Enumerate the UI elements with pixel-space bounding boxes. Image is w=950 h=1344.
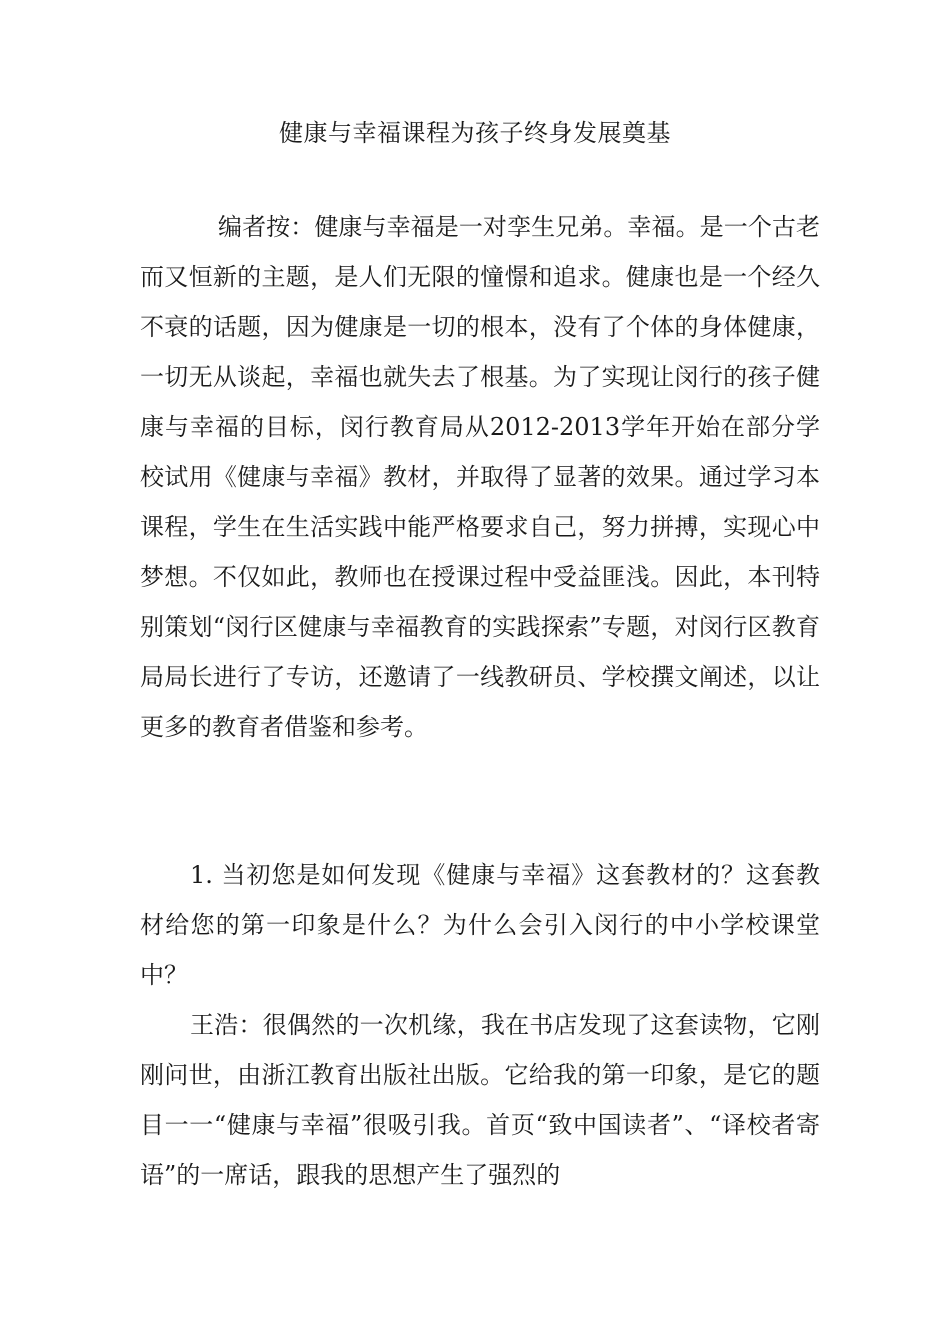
- interview-question-1: 1. 当初您是如何发现《健康与幸福》这套教材的？这套教材给您的第一印象是什么？为什么会引入闵行的中小学校课堂中？: [140, 861, 820, 989]
- editor-note-paragraph: 编者按：健康与幸福是一对孪生兄弟。幸福。是一个古老而又恒新的主题，是人们无限的憧憬和追求。健康也是一个经久不衰的话题，因为健康是一切的根本，没有了个体的身体健康，一切无从谈起，幸福也就失去了根基。为了实现让闵行的孩子健康与幸福的目标，闵行教育局从2012-2013学年开始在部分学校试用《健康与幸福》教材，并取得了显著的效果。通过学习本课程，学生在生活实践中能严格要求自己，努力拼搏，实现心中梦想。不仅如此，教师也在授课过程中受益匪浅。因此，本刊特别策划“闵行区健康与幸福教育的实践探索”专题，对闵行区教育局局长进行了专访，还邀请了一线教研员、学校撰文阐述，以让更多的教育者借鉴和参考。: [140, 213, 820, 741]
- document-title: 健康与幸福课程为孩子终身发展奠基: [279, 119, 671, 147]
- interview-answer-1: 王浩：很偶然的一次机缘，我在书店发现了这套读物，它刚刚问世，由浙江教育出版社出版。它给我的第一印象，是它的题目一一“健康与幸福”很吸引我。首页“致中国读者”、“译校者寄语”的一席话，跟我的思想产生了强烈的: [140, 1011, 820, 1189]
